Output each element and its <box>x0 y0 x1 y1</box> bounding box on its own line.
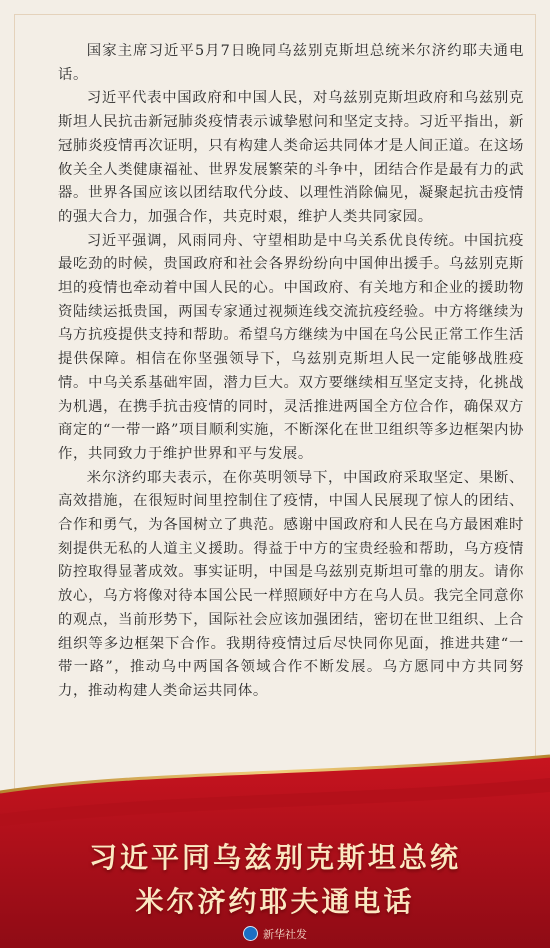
article-paragraph: 习近平强调，风雨同舟、守望相助是中乌关系优良传统。中国抗疫最吃劲的时候，贵国政府和社会各界纷纷向中国伸出援手。乌兹别克斯坦的疫情也牵动着中国人民的心。中国政府、有关地方和企业的援助物资陆续运抵贵国，两国专家通过视频连线交流抗疫经验。中方将继续为乌方抗疫提供支持和帮助。希望乌方继续为中国在乌公民正常工作生活提供保障。相信在你坚强领导下，乌兹别克斯坦人民一定能够战胜疫情。中乌关系基础牢固，潜力巨大。双方要继续相互坚定支持，化挑战为机遇，在携手抗击疫情的同时，灵活推进两国全方位合作，确保双方商定的“一带一路”项目顺利实施，不断深化在世卫组织等多边框架内协作，共同致力于维护世界和平与发展。 <box>58 232 524 462</box>
banner-headline-line1: 习近平同乌兹别克斯坦总统 <box>88 841 461 874</box>
headline-banner <box>0 752 550 948</box>
article-body <box>58 40 524 704</box>
xinhua-logo-icon <box>243 926 258 941</box>
source-label: 新华社发 <box>263 928 307 941</box>
article-paragraph: 国家主席习近平5月7日晚同乌兹别克斯坦总统米尔济约耶夫通电话。 <box>58 43 524 83</box>
article-paragraph: 米尔济约耶夫表示，在你英明领导下，中国政府采取坚定、果断、高效措施，在很短时间里控制住了疫情，中国人民展现了惊人的团结、合作和勇气，为各国树立了典范。感谢中国政府和人民在乌方最困难时刻提供无私的人道主义援助。得益于中方的宝贵经验和帮助，乌方疫情防控取得显著成效。事实证明，中国是乌兹别克斯坦可靠的朋友。请你放心，乌方将像对待本国公民一样照顾好中方在乌人员。我完全同意你的观点，当前形势下，国际社会应该加强团结，密切在世卫组织、上合组织等多边框架下合作。我期待疫情过后尽快同你见面，推进共建“一带一路”，推动乌中两国各领域合作不断发展。乌方愿同中方共同努力，推动构建人类命运共同体。 <box>58 469 524 699</box>
source-credit <box>0 926 550 942</box>
banner-headline-line2: 米尔济约耶夫通电话 <box>135 885 415 918</box>
article-paragraph: 习近平代表中国政府和中国人民，对乌兹别克斯坦政府和乌兹别克斯坦人民抗击新冠肺炎疫情表示诚挚慰问和坚定支持。习近平指出，新冠肺炎疫情再次证明，只有构建人类命运共同体才是人间正道。在这场攸关全人类健康福祉、世界发展繁荣的斗争中，团结合作是最有力的武器。世界各国应该以团结取代分歧、以理性消除偏见，凝聚起抗击疫情的强大合力，加强合作，共克时艰，维护人类共同家园。 <box>58 90 524 225</box>
